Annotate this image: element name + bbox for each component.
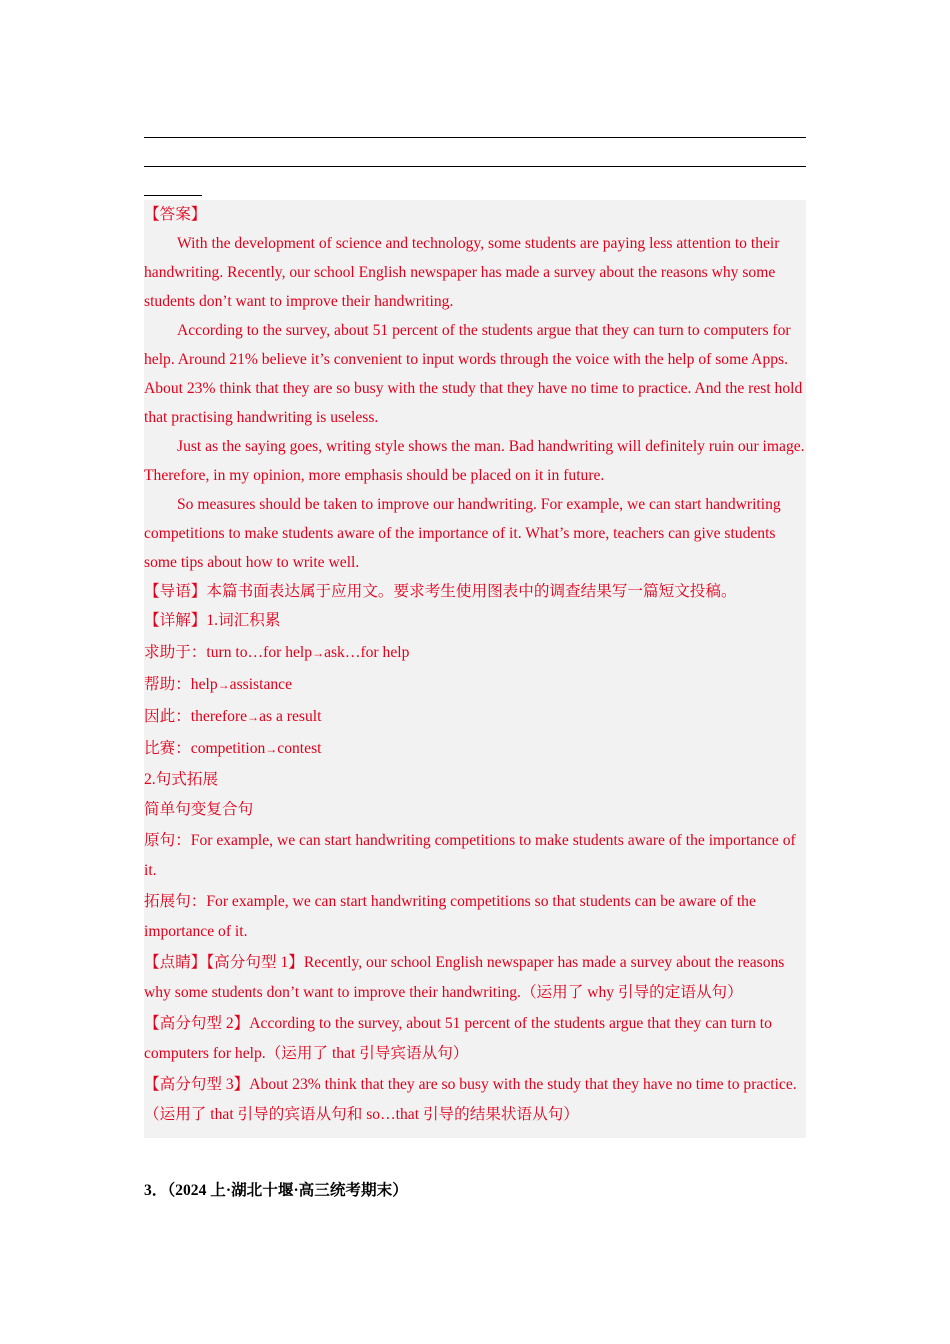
vocab-label: 比赛：: [144, 739, 191, 757]
vocab-to: as a result: [259, 707, 322, 725]
answer-label: 【答案】: [144, 206, 207, 223]
highlight-sentence-3: 【高分句型 3】About 23% think that they are so busy with the study that they have no time to practice.（运用了 that 引导的宾语从句和 so…that 引导的结果状语从句）: [144, 1075, 797, 1123]
arrow-icon: →: [217, 677, 230, 692]
vocab-from: competition: [190, 739, 266, 757]
vocab-to: ask…for help: [324, 643, 410, 661]
vocab-item: [144, 733, 806, 765]
writing-lines: [144, 118, 806, 205]
essay-paragraph: So measures should be taken to improve our handwriting. For example, we can start handwriting competitions to make students aware of the importance of it. What’s more, teachers can give students some tips about how to write well.: [144, 496, 781, 571]
vocab-to: contest: [277, 739, 322, 757]
expanded-sentence: 拓展句：For example, we can start handwriting competitions so that students can be aware of the importance of it.: [144, 892, 756, 940]
vocab-item: [144, 637, 806, 669]
writing-line: [144, 118, 806, 138]
essay-paragraph: Just as the saying goes, writing style shows the man. Bad handwriting will definitely ruin our image. Therefore, in my opinion, more emphasis should be placed on it in future.: [144, 438, 805, 484]
vocab-item: [144, 669, 806, 701]
vocab-from: help: [190, 675, 218, 693]
writing-line-short: [144, 176, 202, 196]
vocab-from: turn to…for help: [206, 643, 313, 661]
vocab-to: assistance: [229, 675, 293, 693]
vocab-from: therefore: [190, 707, 248, 725]
highlight-sentence-2: 【高分句型 2】According to the survey, about 51 percent of the students argue that they can turn to computers for help.（运用了 that 引导宾语从句）: [144, 1014, 772, 1062]
arrow-icon: →: [247, 709, 260, 724]
vocab-label: 求助于：: [144, 643, 207, 661]
arrow-icon: →: [312, 645, 325, 660]
essay-paragraph: With the development of science and technology, some students are paying less attention to their handwriting. Recently, our school English newspaper has made a survey about the reasons why some students don’t want to improve their handwriting.: [144, 235, 780, 310]
vocab-label: 因此：: [144, 707, 191, 725]
arrow-icon: →: [265, 741, 278, 756]
detail-heading: 【详解】1.词汇积累: [144, 612, 281, 629]
sentence-type: 简单句变复合句: [144, 801, 254, 818]
highlight-sentence-1: 【点睛】【高分句型 1】Recently, our school English newspaper has made a survey about the reasons why some students don’t want to improve their handwriting.（运用了 why 引导的定语从句）: [144, 953, 785, 1001]
original-sentence: 原句：For example, we can start handwriting competitions to make students aware of the importance of it.: [144, 831, 796, 879]
question-3-heading: 3．（2024 上·湖北十堰·高三统考期末）: [144, 1182, 408, 1199]
sentence-heading: 2.句式拓展: [144, 770, 219, 788]
writing-line: [144, 147, 806, 167]
answer-section: [144, 200, 806, 1138]
guide-text: 【导语】本篇书面表达属于应用文。要求考生使用图表中的调查结果写一篇短文投稿。: [144, 583, 737, 600]
vocab-label: 帮助：: [144, 675, 191, 693]
essay-paragraph: According to the survey, about 51 percent of the students argue that they can turn to computers for help. Around 21% believe it’s convenient to input words through the voice with the help of some Apps. About 23% think that they are so busy with the study that they have no time to practice. And the rest hold that practising handwriting is useless.: [144, 322, 803, 426]
vocab-item: [144, 701, 806, 733]
